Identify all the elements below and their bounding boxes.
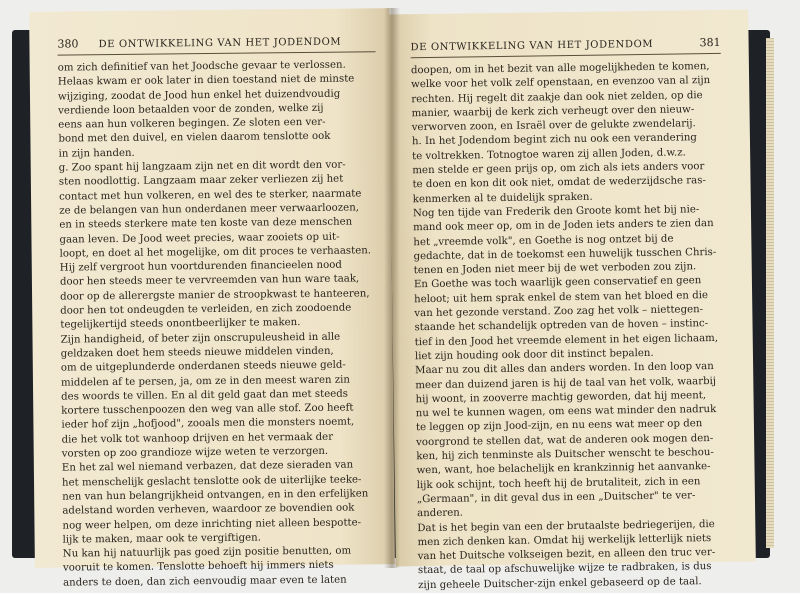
text-line: verdiende loon betaalden voor de zonden, welke zij — [58, 102, 324, 117]
text-line: vorsten op zoo grandioze wijze weten te verzorgen. — [61, 445, 329, 460]
text-line: ieder hof zijn „hofjood", zooals men die monsters noemt, — [61, 416, 355, 432]
text-line: tegelijkertijd steeds onontbeerlijker te maken. — [60, 317, 301, 331]
right-running-head — [411, 36, 721, 58]
left-page-number: 380 — [57, 37, 79, 51]
text-line: van het Duitsche volkseigen bezit, en alleen den truc ver- — [417, 547, 716, 563]
text-line: des woords te villen. En al dit geld gaat dan met steeds — [61, 388, 349, 403]
text-line: doopen, om in het bezit van alle mogelijkheden te komen, — [410, 61, 710, 77]
text-line: nu wel te kunnen wagen, om eens wat minder den nadruk — [415, 404, 717, 420]
text-line: verworven zoon, en Israël over de gelukte zwendelarij. — [411, 118, 696, 134]
right-page-number: 381 — [699, 35, 721, 50]
text-line: rechten. Hij regelt dit zaakje dan ook niet zelden, op die — [411, 89, 703, 105]
text-line: lijk ook schijnt, toch heeft hij de brutaliteit, zich in een — [416, 475, 701, 491]
text-line: kenmerken al te duidelijk spraken. — [412, 191, 593, 205]
text-line: kortere tusschenpoozen den weg van alle stof. Zoo heeft — [61, 402, 354, 417]
text-line: in zijn handen. — [58, 147, 135, 160]
text-line: Nog ten tijde van Frederik den Groote komt het bij nie- — [412, 204, 700, 220]
text-line: om de uitgeplunderde onderdanen steeds nieuwe geld- — [60, 359, 346, 374]
left-body-text — [58, 58, 382, 590]
text-line: sten noodlottig. Langzaam maar zeker verliezen zij het — [58, 173, 344, 188]
text-line: om zich definitief van het Joodsche gevaar te verlossen. — [57, 59, 346, 74]
text-line: nen van hun belangrijkheid ontvangen, en in den erfelijken — [62, 488, 369, 503]
text-line: staat, de taal op afschuwelijke wijze te radbraken, is dus — [417, 561, 712, 577]
text-line: en in steeds sterkere mate ten koste van deze menschen — [59, 216, 353, 231]
text-line: contact met hun volkeren, en wel des te sterker, naarmate — [58, 188, 362, 203]
text-line: door hen tot ondeugden te verleiden, en zich zoodoende — [60, 302, 352, 317]
right-running-head-title: DE ONTWIKKELING VAN HET JODENDOM — [410, 38, 654, 54]
text-line: hij woont, in zooverre machtig geworden, dat hij meent, — [415, 389, 707, 406]
text-line: heloot; uit hem sprak enkel de stem van het bloed en die — [414, 289, 709, 305]
text-line: En het zal wel niemand verbazen, dat deze sieraden van — [61, 459, 354, 474]
text-line: Dat is het begin van een der brutaalste bedriegerijen, die — [417, 518, 715, 534]
text-line: wijziging, zoodat de Jood hun enkel het duizendvoudig — [57, 88, 341, 103]
text-line: En Goethe was toch waarlijk geen conservatief en geen — [413, 275, 702, 291]
page-edges — [766, 38, 774, 548]
text-line: eens aan hun volkeren begingen. Ze sloten een ver- — [58, 116, 326, 131]
text-line: lijk te maken, maar ook te vergiftigen. — [62, 532, 261, 546]
text-line: te leggen op zijn Jood-zijn, en nu eens wat meer op den — [415, 418, 703, 434]
text-line: ken, hij zich tenminste als Duitscher wenscht te beschou- — [416, 447, 714, 463]
text-line: adelstand worden verheven, waardoor ze bovendien ook — [62, 502, 355, 517]
text-line: Helaas kwam er ook later in dien toestand niet de minste — [57, 73, 355, 88]
text-line: het menschelijk geslacht tenslotte ook de uiterlijke teeke- — [61, 474, 362, 489]
text-line: tief in den Jood het vreemde element in het eigen lichaam, — [414, 332, 719, 348]
text-line: voorgrond te stellen dat, wat de anderen ook mogen den- — [416, 432, 714, 448]
text-line: h. In het Jodendom begint zich nu ook een verandering — [411, 132, 697, 148]
right-page — [388, 10, 756, 591]
text-line: nog weer helpen, om deze inrichting niet alleen bespotte- — [62, 516, 362, 532]
text-line: mand ook meer op, om in de Joden iets anders te zien dan — [413, 218, 714, 234]
text-line: wen, want, hoe belachelijk en krankzinnig het aanvanke- — [416, 461, 711, 477]
text-line: vooruit te komen. Tenslotte behoeft hij immers niets — [62, 560, 334, 574]
left-running-head-title: DE ONTWIKKELING VAN HET JODENDOM — [98, 36, 342, 51]
text-line: te voltrekken. Totnogtoe waren zij allen Joden, d.w.z. — [412, 147, 686, 162]
text-line: te doen en kon dit ook niet, omdat de wederzijdsche ras- — [412, 175, 706, 191]
text-line: men stelde er geen prijs op, om zich als iets anders voor — [412, 161, 705, 177]
text-line: anderen. — [417, 507, 464, 520]
text-line: Nu kan hij natuurlijk pas goed zijn positie benutten, om — [62, 545, 352, 560]
text-line: Zijn handigheid, of beter zijn onscrupuleusheid in alle — [60, 331, 341, 346]
text-line: loopt, en doet al het mogelijke, om dit proces te verhaasten. — [59, 245, 372, 260]
text-line: door hen steeds meer te vervreemden van hun ware taak, — [59, 273, 360, 289]
right-body-text — [411, 60, 728, 593]
text-line: gaan leven. De Jood weet precies, waar zooiets op uit- — [59, 231, 340, 246]
text-line: men zich denken kan. Omdat hij werkelijk letterlijk niets — [417, 532, 712, 548]
text-line: welke voor het volk zelf openstaan, en evenzoo van al zijn — [411, 75, 711, 91]
text-line: die het volk tot wanhoop drijven en het vermaak der — [61, 431, 334, 446]
left-page — [29, 8, 395, 589]
text-line: staande het schandelijk optreden van de hoven – instinc- — [414, 318, 709, 334]
text-line: van het gezonde verstand. Zoo zag het volk – niettegen- — [414, 304, 704, 320]
text-line: bond met den duivel, en vielen daarom tenslotte ook — [58, 131, 331, 146]
text-line: manier, waarbij de kerk zich verheugt over den nieuw- — [411, 104, 695, 120]
text-line: het „vreemde volk", en Goethe is nog ontzet bij de — [413, 233, 674, 248]
text-line: middelen af te persen, ja, om ze in den meest waren zin — [60, 374, 351, 389]
text-line: door op de allerergste manier de stroopkwast te hanteeren, — [60, 288, 370, 303]
text-line: Hij zelf vergroot hun voortdurenden financieelen nood — [59, 259, 342, 274]
text-line: geldzaken doet hem steeds nieuwe middelen vinden, — [60, 345, 334, 360]
text-line: meer dan duizend jaren is hij de taal van het volk, waarbij — [415, 375, 717, 391]
text-line: liet zijn houding ook door dit instinct bepalen. — [414, 347, 654, 363]
text-line: Maar nu zou dit alles dan anders worden. In den loop van — [415, 361, 714, 377]
text-line: „Germaan", in dit geval dus in een „Duitscher" te ver- — [416, 490, 696, 506]
text-line: zijn geheele Duitscher-zijn enkel gebaseerd op de taal. — [418, 575, 702, 591]
left-running-head — [57, 34, 375, 55]
book-gutter — [384, 8, 400, 568]
text-line: ze de belangen van hun onderdanen meer verwaarloozen, — [59, 202, 360, 217]
text-line: gedachte, dat in de toekomst een huwelijk tusschen Chris- — [413, 246, 717, 263]
text-line: anders te doen, dan zich eenvoudig maar even te laten — [63, 574, 347, 589]
text-line: tenen en Joden niet meer bij de wet verboden zou zijn. — [413, 261, 697, 277]
text-line: g. Zoo spant hij langzaam zijn net en dit wordt den vor- — [58, 159, 346, 174]
